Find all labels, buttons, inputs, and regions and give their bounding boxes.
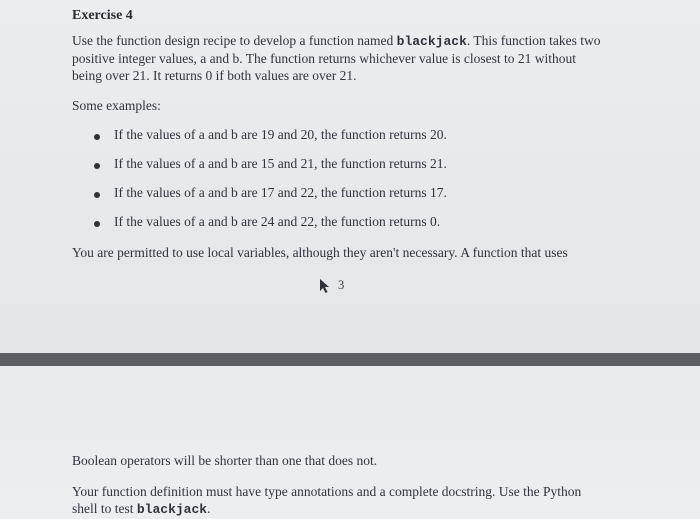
bullet-dot-icon [94,134,100,140]
boolean-line: Boolean operators will be shorter than one that does not. [72,453,378,468]
bullet-dot-icon [94,192,100,198]
function-name-code: blackjack [136,502,208,517]
page-number: 3 [338,278,345,292]
exercise-title: Exercise 4 [72,8,133,23]
intro-line-2: positive integer values, a and b. The function returns whichever value is closest to 21 without [72,51,577,66]
bullet-dot-icon [94,163,100,169]
intro-paragraph [72,32,632,84]
examples-heading: Some examples: [72,98,161,113]
intro-line-1: Use the function design recipe to develop a function named blackjack. This function takes two [72,33,601,49]
definition-line-2: shell to test blackjack. [72,501,211,517]
intro-line-3: being over 21. It returns 0 if both values are over 21. [72,68,357,83]
bullet-dot-icon [94,221,100,227]
function-name-code: blackjack [396,34,467,49]
page-divider-bar [0,353,700,366]
definition-paragraph [72,483,672,518]
permitted-line: You are permitted to use local variables, although they aren't necessary. A function that uses [72,245,568,260]
mouse-pointer-icon [318,278,332,294]
definition-line-1: Your function definition must have type annotations and a complete docstring. Use the Python [72,484,582,499]
